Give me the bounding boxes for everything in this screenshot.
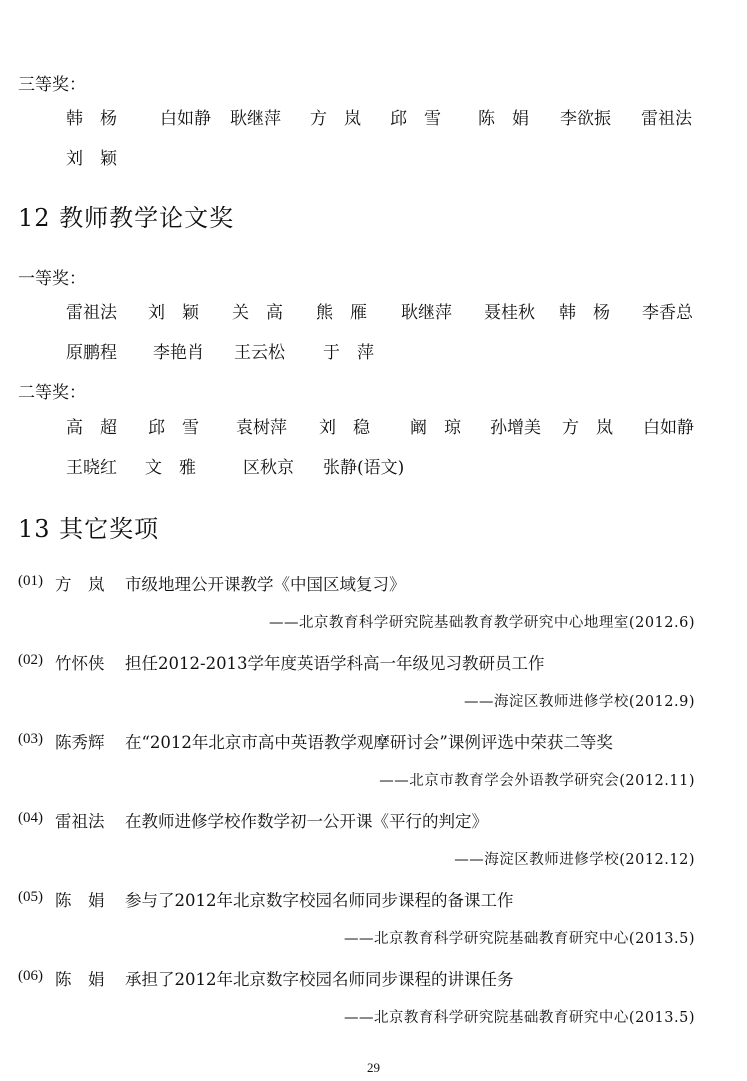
item-source: ——海淀区教师进修学校(2012.9) [463,694,695,710]
item-source: ——海淀区教师进修学校(2012.12) [454,852,695,868]
name: 袁树萍 [236,418,287,438]
name: 关 高 [232,303,283,323]
item-name: 陈秀辉 [55,733,105,752]
name: 刘 颖 [148,303,199,323]
item-source: ——北京教育科学研究院基础教育研究中心(2013.5) [343,1010,695,1026]
name: 耿继萍 [230,109,281,129]
name: 陈 娟 [478,109,529,129]
name: 方 岚 [310,109,361,129]
name: 刘 稳 [319,418,370,438]
name: 韩 杨 [66,109,117,129]
item-description: 在教师进修学校作数学初一公开课《平行的判定》 [125,812,488,831]
item-number: (06) [18,968,43,984]
item-number: (05) [18,889,43,905]
name: 于 萍 [323,343,374,363]
section-13-heading: 13 其它奖项 [18,515,160,543]
item-number: (04) [18,810,43,826]
name: 阚 琼 [410,418,461,438]
name: 文 雅 [145,458,196,478]
name: 聂桂秋 [484,303,535,323]
name: 张静(语文) [323,458,405,478]
name: 李欲振 [560,109,611,129]
item-number: (03) [18,731,43,747]
third-prize-label: 三等奖： [18,75,86,95]
item-description: 在“2012年北京市高中英语教学观摩研讨会”课例评选中荣获二等奖 [125,733,613,752]
name: 刘 颖 [66,149,117,169]
name: 白如静 [160,109,211,129]
item-name: 方 岚 [55,575,105,594]
item-description: 参与了2012年北京数字校园名师同步课程的备课工作 [125,891,514,910]
name: 王晓红 [66,458,117,478]
name: 高 超 [66,418,117,438]
name: 王云松 [234,343,285,363]
item-name: 陈 娟 [55,970,105,989]
second-prize-label: 二等奖： [18,383,86,403]
name: 邱 雪 [390,109,441,129]
item-number: (02) [18,652,43,668]
name: 白如静 [643,418,694,438]
section-12-heading: 12 教师教学论文奖 [18,204,235,232]
name: 原鹏程 [66,343,117,363]
first-prize-label: 一等奖： [18,269,86,289]
item-source: ——北京教育科学研究院基础教育研究中心(2013.5) [343,931,695,947]
item-source: ——北京市教育学会外语教学研究会(2012.11) [379,773,695,789]
name: 方 岚 [562,418,613,438]
item-name: 陈 娟 [55,891,105,910]
name: 邱 雪 [148,418,199,438]
item-name: 竹怀侠 [55,654,105,673]
item-description: 市级地理公开课教学《中国区域复习》 [125,575,406,594]
page-number: 29 [367,1060,380,1075]
item-description: 担任2012-2013学年度英语学科高一年级见习教研员工作 [125,654,545,673]
name: 韩 杨 [559,303,610,323]
name: 孙增美 [490,418,541,438]
name: 熊 雁 [316,303,367,323]
name: 李艳肖 [153,343,204,363]
item-name: 雷祖法 [55,812,105,831]
name: 区秋京 [243,458,294,478]
name: 李香总 [642,303,693,323]
item-description: 承担了2012年北京数字校园名师同步课程的讲课任务 [125,970,514,989]
name: 雷祖法 [66,303,117,323]
item-number: (01) [18,573,43,589]
item-source: ——北京教育科学研究院基础教育教学研究中心地理室(2012.6) [268,615,695,631]
name: 耿继萍 [401,303,452,323]
name: 雷祖法 [641,109,692,129]
